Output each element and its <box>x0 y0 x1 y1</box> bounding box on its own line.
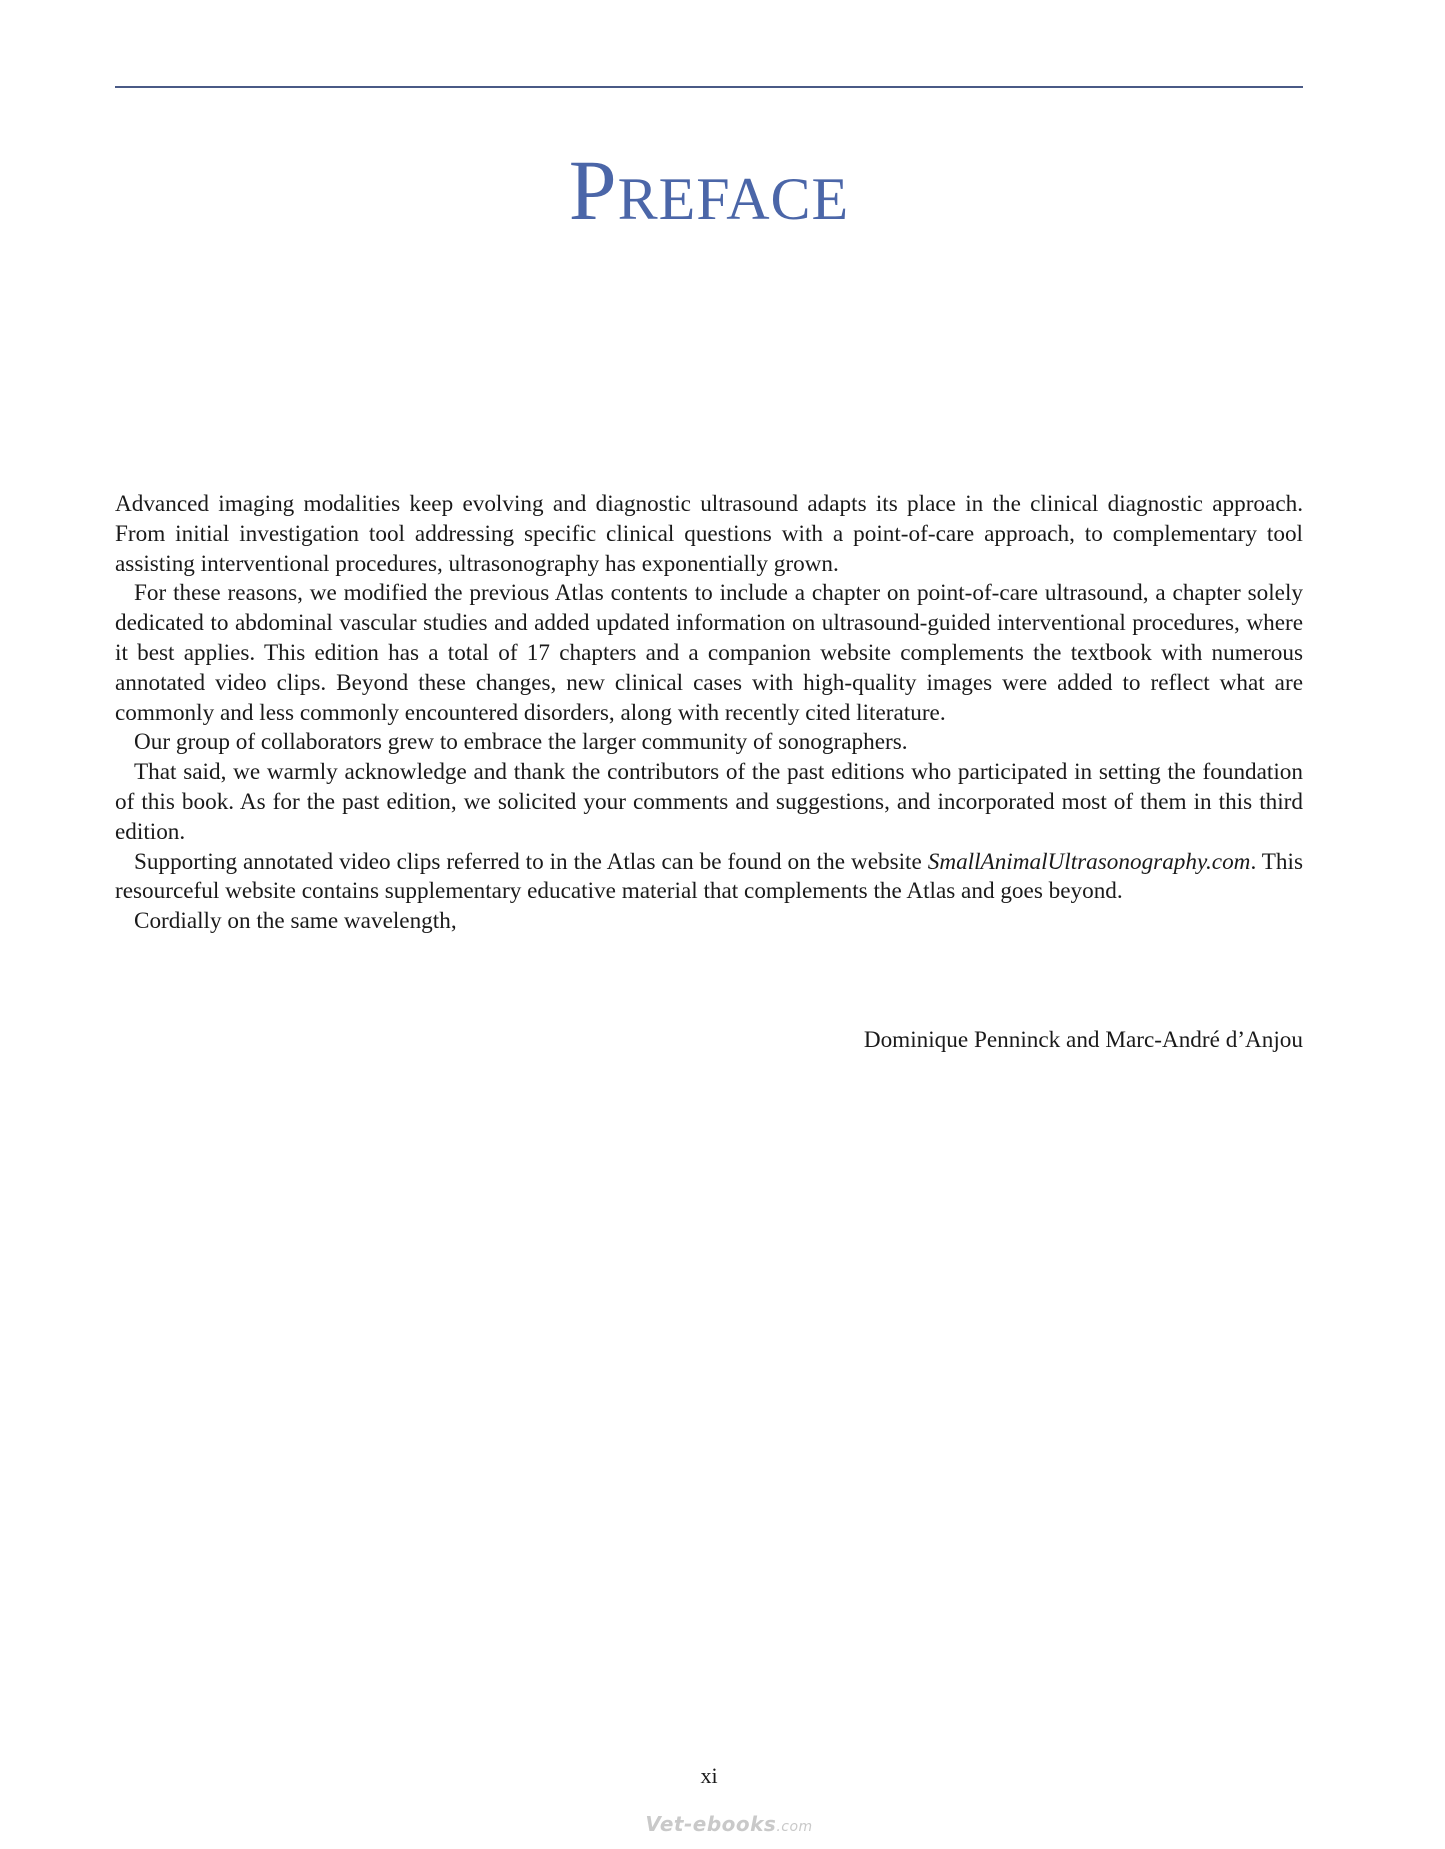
watermark-main: Vet-ebooks <box>645 1812 777 1836</box>
paragraph-5 <box>115 848 1303 908</box>
paragraph-5-text-after: . This resourceful website contains supplementary educative material that complements the Atlas and goes beyond. <box>115 848 1303 905</box>
paragraph-1: Advanced imaging modalities keep evolving and diagnostic ultrasound adapts its place in the clinical diagnostic approach. From initial investigation tool addressing specific clinical questions with a point-of-care approach, to complementary tool assisting interventional procedures, ultrasonography has exponentially grown. <box>115 491 1303 577</box>
top-rule <box>115 86 1303 88</box>
paragraph-4: That said, we warmly acknowledge and thank the contributors of the past editions who participated in setting the foundation of this book. As for the past edition, we solicited your comments and suggestions, and incorporated most of them in this third edition. <box>115 759 1303 845</box>
watermark-logo <box>644 1812 814 1839</box>
page-number: xi <box>700 1763 718 1788</box>
closing-line: Cordially on the same wavelength, <box>134 908 457 935</box>
paragraph-3: Our group of collaborators grew to embrace the larger community of sonographers. <box>134 729 908 756</box>
signature: Dominique Penninck and Marc-André d’Anjou <box>863 1027 1303 1053</box>
website-name: SmallAnimalUltrasonography.com <box>927 848 1251 875</box>
preface-body <box>115 490 1303 937</box>
page-title: Preface <box>568 142 850 238</box>
paragraph-2: For these reasons, we modified the previous Atlas contents to include a chapter on point-of-care ultrasound, a chapter solely dedicated to abdominal vascular studies and added updated information on ultrasound-guided interventional procedures, where it best applies. This edition has a total of 17 chapters and a companion website complements the textbook with numerous annotated video clips. Beyond these changes, new clinical cases with high-quality images were added to reflect what are commonly and less commonly encountered disorders, along with recently cited literature. <box>115 580 1303 726</box>
paragraph-5-text-before: Supporting annotated video clips referred to in the Atlas can be found on the website <box>134 848 928 875</box>
watermark-suffix: .com <box>776 1819 813 1835</box>
